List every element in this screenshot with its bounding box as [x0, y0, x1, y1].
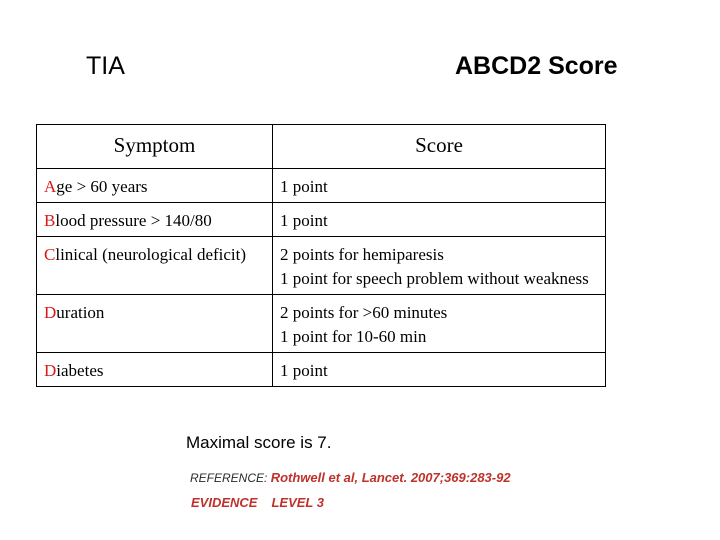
score-line: 1 point [280, 177, 328, 196]
score-line: 2 points for >60 minutes [280, 303, 448, 322]
score-column-header: Score [273, 125, 606, 169]
symptom-cell [37, 353, 273, 387]
evidence-level [191, 495, 324, 510]
symptom-text: ge > 60 years [56, 177, 148, 196]
symptom-text: lood pressure > 140/80 [55, 211, 212, 230]
score-cell [273, 203, 606, 237]
reference [190, 470, 511, 485]
abcd2-score-table [36, 124, 606, 387]
symptom-initial: D [44, 361, 57, 380]
score-cell [273, 295, 606, 353]
reference-label: REFERENCE: [190, 471, 268, 485]
symptom-column-header: Symptom [37, 125, 273, 169]
symptom-text: linical (neurological deficit) [55, 245, 247, 264]
maximal-score-note: Maximal score is 7. [186, 433, 332, 452]
table-row [37, 353, 606, 387]
reference-citation: Rothwell et al, Lancet. 2007;369:283-92 [270, 470, 511, 485]
symptom-cell [37, 203, 273, 237]
level-label: LEVEL 3 [271, 495, 324, 510]
score-line: 2 points for hemiparesis [280, 245, 444, 264]
symptom-initial: D [44, 303, 57, 322]
score-line: 1 point [280, 211, 328, 230]
page-title: ABCD2 Score [455, 52, 618, 80]
symptom-cell [37, 169, 273, 203]
symptom-initial: C [44, 245, 56, 264]
table-row [37, 295, 606, 353]
score-line: 1 point [280, 361, 328, 380]
table-row [37, 203, 606, 237]
symptom-initial: B [44, 211, 56, 230]
symptom-cell [37, 295, 273, 353]
symptom-cell [37, 237, 273, 295]
symptom-text: iabetes [56, 361, 104, 380]
symptom-initial: A [44, 177, 57, 196]
table-header-row [37, 125, 606, 169]
score-cell [273, 353, 606, 387]
score-cell [273, 169, 606, 203]
table-row [37, 237, 606, 295]
evidence-label: EVIDENCE [191, 495, 258, 510]
table-row [37, 169, 606, 203]
tia-label: TIA [86, 52, 125, 80]
score-line: 1 point for speech problem without weakness [280, 269, 589, 288]
symptom-text: uration [56, 303, 105, 322]
score-line: 1 point for 10-60 min [280, 327, 427, 346]
score-cell [273, 237, 606, 295]
